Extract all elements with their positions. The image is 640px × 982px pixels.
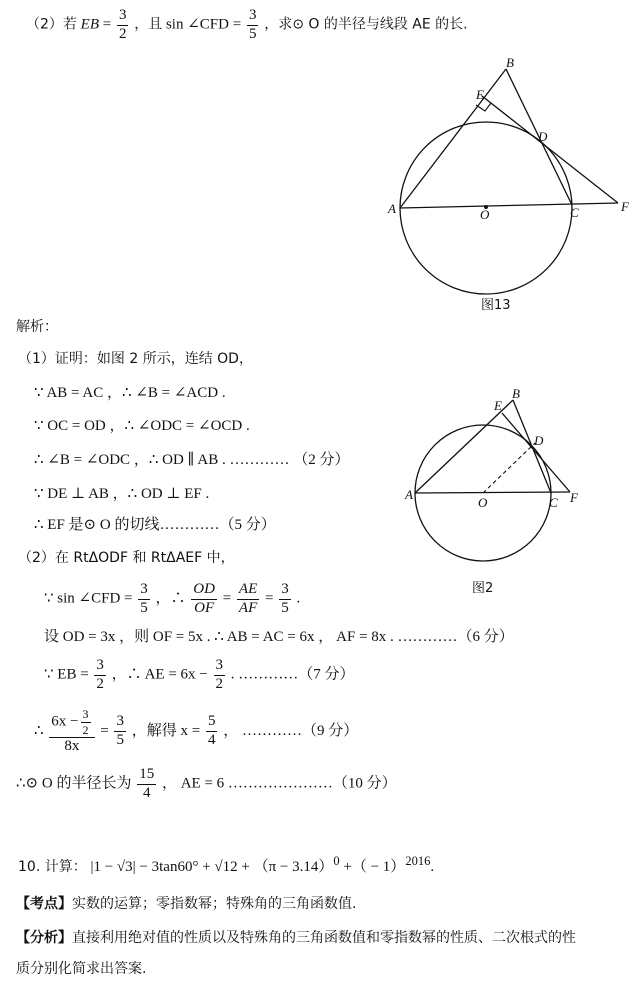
solution-line-2: ∵ OC = OD ，∴ ∠ODC = ∠OCD .: [34, 418, 250, 434]
label-o-fig2: O: [478, 495, 488, 510]
part2-ask: ，求⊙ O 的半径与线段 AE 的长.: [264, 16, 468, 33]
line-bc-fig2: [513, 400, 551, 493]
right-angle-mark: [476, 103, 491, 111]
kaodian-tag: 【考点】: [16, 896, 72, 912]
line-ab: [400, 69, 506, 208]
label-d: D: [538, 129, 548, 144]
line-ef-fig2: [502, 413, 570, 492]
line-od-dashed: [483, 443, 535, 493]
label-f: F: [621, 199, 629, 214]
solution-line-6: ∵ sin ∠CFD = $\frac{3}{5}$ ，∴ $\frac{OD}{OF}$ = $\frac{AE}{AF}$ = $\frac{3}{5}$ .: [44, 581, 301, 616]
part2-mid: ，且: [134, 16, 163, 33]
label-b-fig2: B: [512, 386, 520, 401]
kaodian-line: 【考点】实数的运算；零指数幂；特殊角的三角函数值.: [16, 896, 357, 912]
line-ef: [482, 96, 618, 203]
label-d-fig2: D: [534, 433, 544, 448]
sin-fraction: $\frac{3}{5}$: [248, 7, 257, 42]
solution-line-1: ∵ AB = AC ，∴ ∠B = ∠ACD .: [34, 385, 226, 401]
figure-13: [380, 55, 640, 320]
solution-line-9: ∴ 6x − $\frac{3}{2}$ 8x = $\frac{3}{5}$ ，解得 x = $\frac{5}{4}$ ， …………（9 分）: [34, 707, 359, 755]
solution-line-3: ∴ ∠B = ∠ODC ，∴ OD ∥ AB . ………… （2 分）: [34, 452, 350, 468]
eb-fraction: $\frac{3}{2}$: [118, 7, 127, 42]
label-f-fig2: F: [570, 490, 578, 505]
sin-lhs: sin ∠CFD: [165, 16, 229, 33]
line-af-fig2: [415, 492, 570, 493]
solution-part2-intro: （2）在 RtΔODF 和 RtΔAEF 中，: [18, 550, 235, 566]
problem10-expression: |1 − √3| − 3tan60° + √12 + （π − 3.14）: [90, 859, 334, 875]
solution-line-7: 设 OD = 3x ，则 OF = 5x . ∴ AB = AC = 6x ， AF = 8x . …………（6 分）: [44, 629, 514, 645]
label-e-fig2: E: [494, 398, 502, 413]
label-a: A: [388, 201, 396, 216]
label-c: C: [570, 205, 579, 220]
solution-line-4: ∵ DE ⊥ AB ，∴ OD ⊥ EF .: [34, 486, 210, 502]
line-af: [400, 203, 618, 208]
figure-2: [400, 385, 600, 600]
solution-line-5: ∴ EF 是⊙ O 的切线…………（5 分）: [34, 517, 276, 533]
part2-label: （2）若: [26, 16, 77, 33]
label-e: E: [476, 87, 484, 102]
figure2-caption: 图2: [472, 581, 494, 596]
fenxi-line-2: 质分别化简求出答案.: [16, 961, 147, 977]
label-c-fig2: C: [549, 495, 558, 510]
problem-part2-statement: （2）若 EB = $\frac{3}{2}$ ，且 sin ∠CFD = $\frac{3}{5}$ ，求⊙ O 的半径与线段 AE 的长.: [26, 7, 468, 42]
fenxi-tag: 【分析】: [16, 930, 72, 946]
label-a-fig2: A: [405, 487, 413, 502]
solution-line-10: ∴⊙ O 的半径长为 $\frac{15}{4}$ ， AE = 6 …………………（10 分）: [16, 766, 397, 801]
label-b: B: [506, 55, 514, 70]
solution-heading: 解析：: [16, 319, 58, 335]
solution-line-8: ∵ EB = $\frac{3}{2}$ ，∴ AE = 6x − $\frac{3}{2}$ . …………（7 分）: [44, 657, 355, 692]
eb-lhs: EB: [80, 16, 99, 33]
figure13-caption: 图13: [481, 298, 511, 313]
fenxi-line-1: 【分析】直接利用绝对值的性质以及特殊角的三角函数值和零指数幂的性质、二次根式的性: [16, 930, 576, 946]
line-ab-fig2: [415, 400, 513, 493]
solution-part1-intro: （1）证明：如图 2 所示，连结 OD，: [18, 351, 253, 367]
problem-10: 10. 计算： $|1 - √3| - 3\tan 60^\circ + √12 + (\pi - 3.14)^0$ +（ − 1）$^{2016}$.: [18, 854, 435, 875]
label-o: O: [480, 207, 490, 222]
